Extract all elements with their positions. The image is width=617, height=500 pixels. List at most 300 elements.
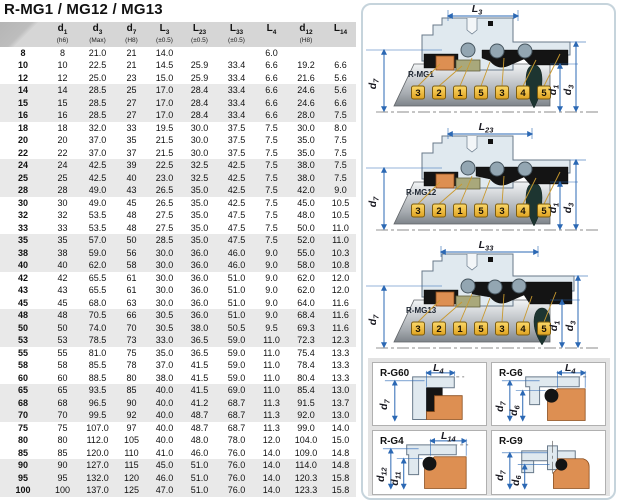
table-row — [0, 472, 356, 485]
cell: 14.0 — [155, 47, 174, 58]
cell: 13.0 — [331, 385, 350, 396]
cell: 50.5 — [227, 322, 246, 333]
cell: 85.5 — [88, 360, 107, 371]
table-row — [0, 147, 356, 160]
cell: 14.0 — [262, 485, 281, 496]
cell: 7.5 — [265, 147, 278, 158]
cell: 69.0 — [227, 385, 246, 396]
svg-text:d7: $d_7$ — [494, 470, 508, 482]
cell: 12.0 — [262, 435, 281, 446]
svg-text:d12: $d_{12}$ — [375, 467, 389, 483]
cell: 104.0 — [294, 435, 318, 446]
cell: 32 — [57, 210, 68, 221]
cell: 37 — [126, 147, 137, 158]
cell: 7.5 — [265, 235, 278, 246]
row-label: 90 — [17, 460, 28, 471]
cell: 7.5 — [334, 172, 347, 183]
cell: 21 — [126, 60, 137, 71]
table-row — [0, 309, 356, 322]
cell: 68.7 — [227, 397, 246, 408]
cell: 7.5 — [265, 210, 278, 221]
cell: 68.4 — [297, 310, 315, 321]
cell: 14 — [57, 85, 68, 96]
cell: 41.5 — [190, 372, 209, 383]
cell: 62.0 — [88, 260, 107, 271]
seat-label: R-G6 — [498, 367, 523, 379]
cell: 28.4 — [190, 85, 209, 96]
table-row — [0, 384, 356, 397]
cell: 40 — [57, 260, 68, 271]
cell: 15.8 — [331, 485, 350, 496]
cell: 46.0 — [155, 472, 174, 483]
cell: 97 — [126, 422, 137, 433]
cell: 8.0 — [334, 122, 347, 133]
svg-text:L33: $L_{33}$ — [478, 239, 494, 253]
cell: 36.0 — [190, 310, 209, 321]
row-label: 38 — [17, 247, 28, 258]
cell: 25.0 — [88, 72, 107, 83]
cell: 40.0 — [155, 385, 174, 396]
callout-number: 3 — [415, 88, 421, 99]
cell: 10.3 — [331, 247, 350, 258]
column-header: $L_4$ — [256, 22, 287, 47]
cell: 19.2 — [297, 60, 315, 71]
cell: 51.0 — [190, 472, 209, 483]
row-label: 55 — [17, 347, 28, 358]
callout-number: 1 — [457, 324, 463, 335]
cell: 13.7 — [331, 397, 350, 408]
cell: 70.5 — [88, 310, 107, 321]
cell: 37.0 — [88, 147, 107, 158]
table-head — [0, 22, 356, 47]
cell: 6.6 — [265, 97, 278, 108]
callout-number: 5 — [541, 324, 547, 335]
cell: 64.0 — [297, 297, 315, 308]
cell: 76.0 — [227, 460, 246, 471]
cell: 9.0 — [265, 310, 278, 321]
cell: 13.3 — [331, 372, 350, 383]
cell: 35.0 — [190, 185, 209, 196]
cell: 30.5 — [155, 322, 174, 333]
cell: 6.6 — [265, 85, 278, 96]
table-row — [0, 247, 356, 260]
cell — [287, 47, 325, 60]
table-row — [0, 284, 356, 297]
spring-collar — [456, 60, 480, 71]
cell: 24 — [57, 160, 68, 171]
row-label: 8 — [20, 47, 26, 58]
cell: 51.0 — [190, 485, 209, 496]
cell: 105 — [123, 435, 140, 446]
row-label: 53 — [17, 335, 28, 346]
cell: 47.5 — [227, 222, 246, 233]
column-header: $L_3$ (±0.5) — [147, 22, 182, 47]
cell: 14.0 — [262, 472, 281, 483]
cell: 30.0 — [155, 285, 174, 296]
cell: 107.0 — [86, 422, 109, 433]
cell: 30 — [57, 197, 68, 208]
spring-collar — [456, 296, 480, 307]
cell: 48 — [126, 222, 137, 233]
svg-text:d1: $d_1$ — [547, 202, 561, 214]
cell: 10 — [57, 60, 68, 71]
cell: 40.0 — [155, 422, 174, 433]
cell: 61 — [126, 285, 137, 296]
cell: 15 — [57, 97, 68, 108]
pin — [488, 21, 493, 26]
cell: 35.0 — [190, 197, 209, 208]
drive-ring — [436, 56, 454, 70]
cell: 51.0 — [190, 460, 209, 471]
seat-label: R-G60 — [379, 367, 410, 379]
cell: 58 — [126, 260, 137, 271]
cell: 78.0 — [227, 435, 246, 446]
cell: 70 — [126, 322, 137, 333]
cell: 42 — [57, 272, 68, 283]
cell: 50 — [126, 235, 137, 246]
table-row — [0, 109, 356, 122]
callouts — [412, 86, 551, 99]
cell: 7.5 — [265, 160, 278, 171]
cell: 65.5 — [88, 272, 107, 283]
cell: 27 — [126, 110, 137, 121]
cell: 47.5 — [227, 235, 246, 246]
cell: 6.6 — [334, 60, 347, 71]
drive-ring — [436, 292, 454, 306]
cell: 58 — [57, 360, 68, 371]
cell: 23.0 — [155, 172, 174, 183]
o-ring — [545, 389, 559, 403]
svg-text:L4: $L_4$ — [433, 363, 444, 376]
svg-text:d1: $d_1$ — [547, 84, 561, 96]
cell: 48.7 — [190, 410, 209, 421]
cell: 16 — [57, 110, 68, 121]
cell: 38 — [57, 247, 68, 258]
table-row — [0, 97, 356, 110]
callouts — [412, 204, 551, 217]
row-label: 48 — [17, 310, 28, 321]
cell: 127.0 — [86, 460, 109, 471]
cell: 51.0 — [227, 272, 246, 283]
cell: 88.5 — [88, 372, 107, 383]
cell: 42.0 — [297, 185, 315, 196]
cell: 80 — [126, 372, 137, 383]
cell: 45.0 — [155, 460, 174, 471]
cell: 47.5 — [227, 210, 246, 221]
cell: 30.0 — [190, 135, 209, 146]
table-row — [0, 222, 356, 235]
cell: 91.5 — [297, 397, 315, 408]
cell: 14.8 — [331, 447, 350, 458]
cell: 27.5 — [155, 222, 174, 233]
cell: 74.0 — [88, 322, 107, 333]
cell: 51.0 — [227, 310, 246, 321]
cell: 109.0 — [294, 447, 318, 458]
cell: 19.5 — [155, 122, 174, 133]
cell: 40.0 — [155, 410, 174, 421]
cell: 35.0 — [190, 235, 209, 246]
cell: 112.0 — [86, 435, 109, 446]
table-row — [0, 422, 356, 435]
cell: 32.5 — [190, 160, 209, 171]
svg-text:d7: $d_7$ — [367, 314, 381, 326]
cell: 37.5 — [227, 135, 246, 146]
cell: 42.5 — [88, 172, 107, 183]
cell: 52.0 — [297, 235, 315, 246]
cell: 21.5 — [155, 135, 174, 146]
cell: 92 — [126, 410, 137, 421]
cell: 28.5 — [88, 97, 107, 108]
cell: 51.0 — [227, 285, 246, 296]
cell: 78 — [126, 360, 137, 371]
cell: 42.5 — [227, 160, 246, 171]
cell: 35.0 — [190, 222, 209, 233]
callout-number: 3 — [415, 206, 421, 217]
cell: 15.0 — [155, 72, 174, 83]
cell: 41.5 — [190, 360, 209, 371]
row-label: 85 — [17, 447, 28, 458]
cell: 123.3 — [294, 485, 318, 496]
callout-number: 3 — [415, 324, 421, 335]
cell: 120.0 — [86, 447, 109, 458]
cell: 7.5 — [334, 110, 347, 121]
cell: 17.0 — [155, 97, 174, 108]
cell: 81.0 — [88, 347, 107, 358]
table-row — [0, 159, 356, 172]
cell: 6.6 — [265, 72, 278, 83]
cell: 85.4 — [297, 385, 315, 396]
row-label: 33 — [17, 222, 28, 233]
cell: 92.0 — [297, 410, 315, 421]
row-label: 28 — [17, 185, 28, 196]
cell: 26.5 — [155, 197, 174, 208]
cell: 12.0 — [331, 272, 350, 283]
cell: 55.0 — [297, 247, 315, 258]
cell: 39 — [126, 160, 137, 171]
cell: 96.5 — [88, 397, 107, 408]
cell: 11.0 — [263, 385, 280, 396]
callout-number: 5 — [478, 206, 484, 217]
cell: 30.5 — [155, 310, 174, 321]
seat-rg60 — [372, 362, 487, 426]
row-label: 70 — [17, 410, 28, 421]
cell: 120 — [123, 472, 140, 483]
pin — [488, 257, 493, 262]
row-label: 65 — [17, 385, 28, 396]
column-header: $L_{14}$ — [325, 22, 356, 47]
row-label: 35 — [17, 235, 28, 246]
spring-coil — [490, 162, 504, 176]
cell: 46.0 — [190, 447, 209, 458]
svg-text:L23: $L_{23}$ — [478, 121, 494, 135]
cell: 10.5 — [331, 210, 350, 221]
spring-coil — [461, 43, 475, 57]
cell: 47.0 — [155, 485, 174, 496]
cell: 99.5 — [88, 410, 107, 421]
cell: 6.6 — [265, 60, 278, 71]
column-header: $d_{12}$ (H8) — [287, 22, 325, 47]
column-header: $d_7$ (H8) — [116, 22, 147, 47]
spring-coil — [512, 279, 526, 293]
row-label: 60 — [17, 372, 28, 383]
cell: 43 — [126, 185, 137, 196]
cell: 9.0 — [265, 285, 278, 296]
table-row — [0, 372, 356, 385]
cell: 48.7 — [190, 422, 209, 433]
cell: 37.0 — [88, 135, 107, 146]
rg9-drawing — [492, 431, 605, 493]
cell — [217, 47, 256, 60]
cell: 28.4 — [190, 97, 209, 108]
callout-number: 5 — [541, 88, 547, 99]
row-label: 24 — [17, 160, 28, 171]
column-header: $L_{33}$ (±0.5) — [217, 22, 256, 47]
cell: 76.0 — [227, 472, 246, 483]
cell: 11.0 — [332, 235, 349, 246]
cell: 28.5 — [88, 110, 107, 121]
cell: 85 — [57, 447, 68, 458]
seat-label: R-G9 — [498, 436, 523, 448]
cell: 41.2 — [190, 397, 209, 408]
column-header: $d_3$ (Max) — [79, 22, 116, 47]
cell: 22.5 — [88, 60, 107, 71]
cell: 12.0 — [331, 285, 350, 296]
cell: 7.5 — [334, 135, 347, 146]
cell: 36.5 — [190, 335, 209, 346]
cell: 22.5 — [155, 160, 174, 171]
cell: 33.4 — [227, 97, 246, 108]
table-row — [0, 334, 356, 347]
cell: 65 — [57, 385, 68, 396]
cell: 11.6 — [332, 322, 349, 333]
cell: 32.0 — [88, 122, 107, 133]
cell: 68.0 — [88, 297, 107, 308]
cell: 41.0 — [155, 447, 174, 458]
row-label: 68 — [17, 397, 28, 408]
header-row — [0, 22, 356, 47]
cell: 22 — [57, 147, 68, 158]
cell: 9.0 — [265, 247, 278, 258]
cell: 42.5 — [227, 172, 246, 183]
svg-text:d6: $d_6$ — [510, 475, 524, 487]
cell: 57.0 — [88, 235, 107, 246]
cell: 35 — [126, 135, 137, 146]
o-ring — [555, 459, 567, 471]
callout-number: 4 — [520, 206, 526, 217]
cell: 53.5 — [88, 222, 107, 233]
cell: 12.3 — [331, 335, 350, 346]
cell: 9.0 — [265, 260, 278, 271]
svg-text:d7: $d_7$ — [367, 196, 381, 208]
cell: 80.4 — [297, 372, 315, 383]
cell: 23 — [126, 72, 137, 83]
row-label: 20 — [17, 135, 28, 146]
svg-text:d6: $d_6$ — [508, 405, 522, 416]
cell: 38.0 — [155, 372, 174, 383]
cell: 13.0 — [331, 410, 350, 421]
table-row — [0, 297, 356, 310]
cell: 30.0 — [155, 247, 174, 258]
row-label: 40 — [17, 260, 28, 271]
cell: 35.0 — [155, 347, 174, 358]
cell: 7.5 — [265, 135, 278, 146]
table-row — [0, 447, 356, 460]
cell: 25.9 — [190, 72, 209, 83]
cell: 36.0 — [190, 285, 209, 296]
cell: 36.0 — [190, 297, 209, 308]
cell: 114.0 — [295, 460, 317, 471]
table-row — [0, 459, 356, 472]
cell: 7.5 — [265, 122, 278, 133]
cell: 35.0 — [297, 147, 315, 158]
diagram-mg13 — [364, 238, 613, 355]
cell: 37.5 — [227, 147, 246, 158]
cell: 33.4 — [227, 85, 246, 96]
cell: 24.6 — [297, 97, 315, 108]
cell: 28 — [57, 185, 68, 196]
cell: 42.5 — [88, 160, 107, 171]
seat-rg4 — [372, 430, 487, 494]
cell: 7.5 — [265, 185, 278, 196]
table-row — [0, 272, 356, 285]
set-screw — [467, 254, 477, 270]
callout-number: 3 — [499, 88, 505, 99]
page-title: R-MG1 / MG12 / MG13 — [4, 1, 163, 18]
table-row — [0, 484, 356, 497]
cell: 7.5 — [334, 160, 347, 171]
cell: 58.0 — [297, 260, 315, 271]
row-label: 10 — [17, 60, 28, 71]
row-label: 18 — [17, 122, 28, 133]
cell: 68.7 — [227, 422, 246, 433]
callouts — [412, 322, 551, 335]
cell: 42.5 — [227, 197, 246, 208]
cell: 50.0 — [297, 222, 315, 233]
cell: 69.3 — [297, 322, 315, 333]
cell: 36.0 — [190, 272, 209, 283]
svg-text:d7: $d_7$ — [367, 78, 381, 90]
cell: 60 — [57, 372, 68, 383]
cell: 11.3 — [263, 397, 280, 408]
mg13-label: R-MG13 — [406, 306, 437, 315]
cell: 5.6 — [334, 72, 347, 83]
row-label: 42 — [17, 272, 28, 283]
callout-number: 4 — [520, 88, 526, 99]
cell: 11.6 — [332, 310, 349, 321]
cell: 48 — [57, 310, 68, 321]
cell: 7.5 — [334, 147, 347, 158]
row-label: 22 — [17, 147, 28, 158]
row-label: 80 — [17, 435, 28, 446]
cell: 40.0 — [155, 397, 174, 408]
svg-text:d7: $d_7$ — [494, 401, 508, 412]
cell: 14.0 — [331, 422, 350, 433]
svg-text:L3: $L_3$ — [471, 3, 483, 17]
cell: 7.5 — [265, 197, 278, 208]
cell: 6.0 — [265, 47, 278, 58]
cell: 76.0 — [227, 447, 246, 458]
cell: 32.5 — [190, 172, 209, 183]
row-label: 30 — [17, 197, 28, 208]
cell: 12 — [57, 72, 68, 83]
housing-step — [522, 461, 534, 473]
table-row — [0, 172, 356, 185]
cell: 100 — [54, 485, 71, 496]
dimension-table-wrap — [0, 22, 356, 497]
cell: 15.8 — [331, 472, 350, 483]
set-screw — [467, 136, 477, 152]
cell: 68 — [57, 397, 68, 408]
